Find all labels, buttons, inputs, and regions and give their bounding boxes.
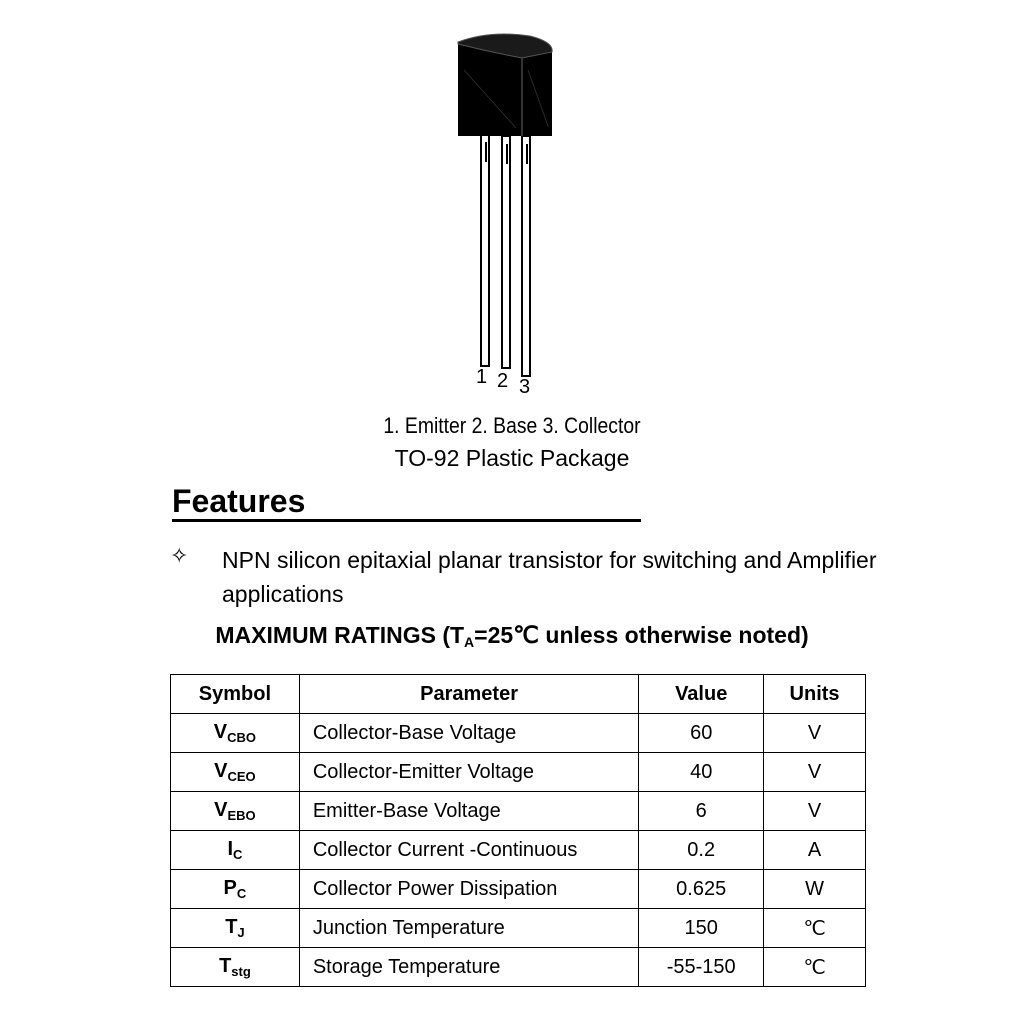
parameter-cell: Collector-Base Voltage	[299, 714, 638, 753]
value-cell: -55-150	[639, 948, 764, 987]
unit-cell: ℃	[764, 909, 866, 948]
symbol-cell	[171, 792, 300, 831]
symbol-subscript: J	[237, 925, 245, 940]
parameter-cell: Collector Current -Continuous	[299, 831, 638, 870]
symbol-letter: I	[227, 838, 233, 860]
symbol-subscript: CEO	[227, 769, 256, 784]
feature-item: NPN silicon epitaxial planar transistor for switching and Amplifier applications	[222, 547, 877, 607]
symbol-subscript: EBO	[227, 808, 256, 823]
symbol-subscript: stg	[231, 964, 251, 979]
value-cell: 0.2	[639, 831, 764, 870]
header-parameter: Parameter	[299, 675, 638, 714]
table-header-row	[171, 675, 866, 714]
four-point-star-icon: ✧	[170, 543, 189, 568]
symbol-subscript: CBO	[227, 730, 257, 745]
unit-cell: W	[764, 870, 866, 909]
symbol-letter: T	[219, 955, 232, 977]
table-row	[171, 948, 866, 987]
features-heading: Features	[172, 483, 306, 519]
table-row	[171, 714, 866, 753]
symbol-cell	[171, 948, 300, 987]
symbol-cell	[171, 909, 300, 948]
symbol-subscript: C	[236, 886, 247, 901]
table-row	[171, 792, 866, 831]
parameter-cell: Junction Temperature	[299, 909, 638, 948]
table-row	[171, 753, 866, 792]
unit-cell: A	[764, 831, 866, 870]
header-symbol: Symbol	[171, 675, 300, 714]
pin-number-2: 2	[497, 370, 509, 392]
symbol-subscript: C	[233, 847, 243, 862]
features-underline	[172, 519, 641, 522]
parameter-cell: Storage Temperature	[299, 948, 638, 987]
symbol-cell	[171, 753, 300, 792]
header-value: Value	[639, 675, 764, 714]
ratings-title-prefix: MAXIMUM RATINGS (T	[215, 622, 465, 648]
pin-description: 1. Emitter 2. Base 3. Collector	[383, 413, 641, 438]
table-row	[171, 909, 866, 948]
value-cell: 40	[639, 753, 764, 792]
parameter-cell: Emitter-Base Voltage	[299, 792, 638, 831]
symbol-cell	[171, 831, 300, 870]
unit-cell: V	[764, 714, 866, 753]
package-name: TO-92 Plastic Package	[394, 445, 630, 471]
symbol-cell	[171, 714, 300, 753]
value-cell: 0.625	[639, 870, 764, 909]
header-units: Units	[764, 675, 866, 714]
symbol-letter: V	[214, 760, 228, 782]
ratings-title-suffix: =25℃ unless otherwise noted)	[474, 622, 809, 648]
ratings-title	[0, 622, 1024, 650]
value-cell: 150	[639, 909, 764, 948]
maximum-ratings-table	[170, 674, 866, 987]
parameter-cell: Collector Power Dissipation	[299, 870, 638, 909]
value-cell: 60	[639, 714, 764, 753]
unit-cell: V	[764, 753, 866, 792]
symbol-letter: V	[214, 799, 228, 821]
pin-number-3: 3	[519, 376, 531, 398]
table-row	[171, 831, 866, 870]
ratings-title-subscript: A	[464, 634, 475, 650]
symbol-letter: V	[213, 721, 228, 743]
unit-cell: V	[764, 792, 866, 831]
parameter-cell: Collector-Emitter Voltage	[299, 753, 638, 792]
symbol-letter: T	[225, 916, 238, 938]
symbol-cell	[171, 870, 300, 909]
pin-number-1: 1	[476, 366, 488, 388]
symbol-letter: P	[223, 877, 237, 899]
to92-package-illustration	[450, 30, 560, 380]
value-cell: 6	[639, 792, 764, 831]
table-row	[171, 870, 866, 909]
unit-cell: ℃	[764, 948, 866, 987]
